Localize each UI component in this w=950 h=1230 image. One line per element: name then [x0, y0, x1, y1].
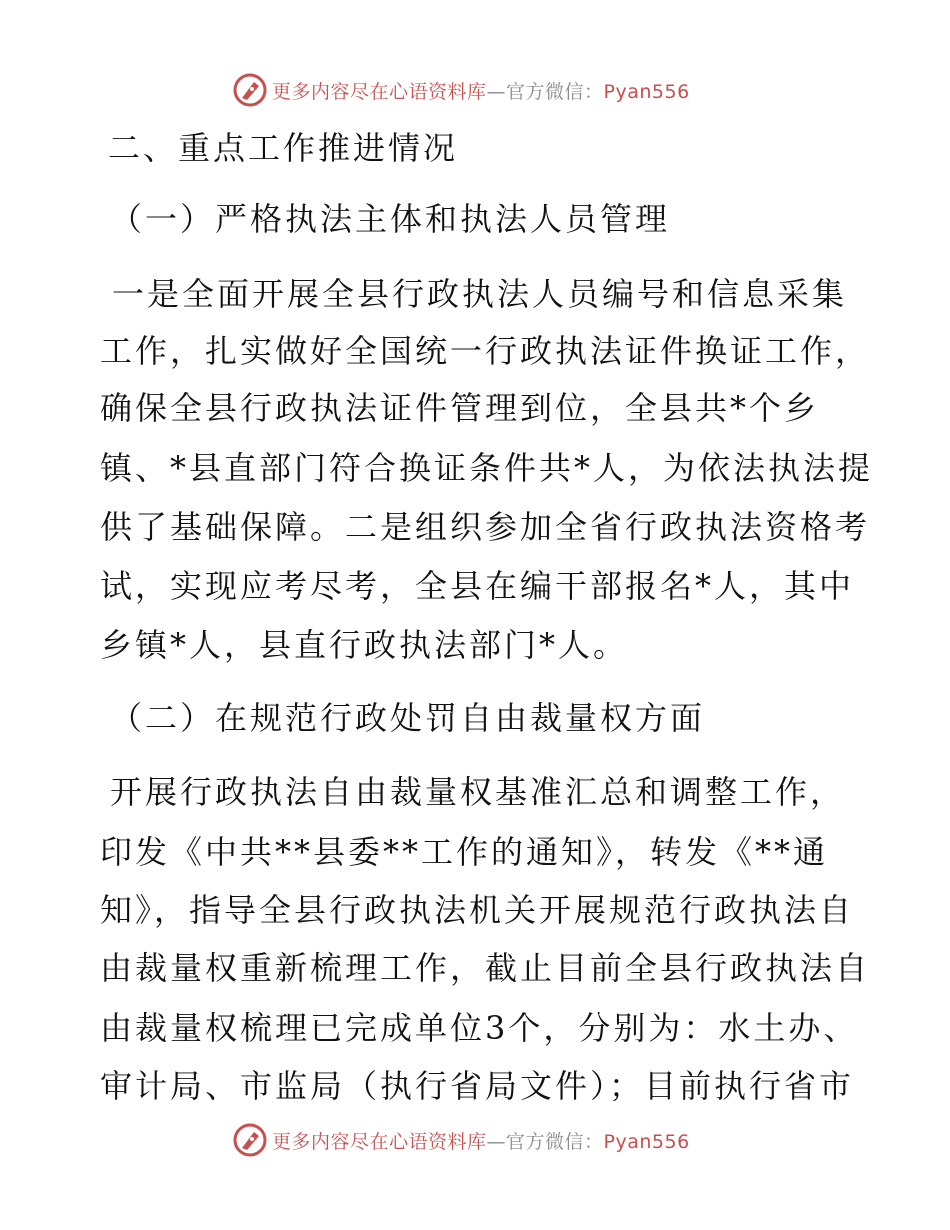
- watermark-text: 更多内容尽在心语资料库: [272, 1130, 487, 1153]
- paragraph-1-line: 供了基础保障。二是组织参加全省行政执法资格考: [100, 508, 871, 546]
- footer-watermark: [232, 1120, 690, 1160]
- watermark-text: 更多内容尽在心语资料库: [272, 80, 487, 103]
- paragraph-2-line: 由裁量权梳理已完成单位3个，分别为：水土办、: [100, 1009, 859, 1047]
- watermark-separator: —官方微信：: [486, 80, 604, 103]
- paragraph-2-line: 知》，指导全县行政执法机关开展规范行政执法自: [100, 891, 855, 929]
- watermark-separator: —官方微信：: [486, 1130, 604, 1153]
- paragraph-1-line: 工作，扎实做好全国统一行政执法证件换证工作，: [100, 332, 871, 370]
- paragraph-2-line: 审计局、市监局（执行省局文件）；目前执行省市: [100, 1067, 855, 1105]
- paragraph-1-line: 乡镇*人，县直行政执法部门*人。: [100, 626, 629, 664]
- pen-nib-seal-icon: [232, 72, 268, 108]
- header-watermark: [232, 70, 690, 110]
- subsection-title-1: （一）严格执法主体和执法人员管理: [110, 200, 671, 238]
- paragraph-1-line: 确保全县行政执法证件管理到位，全县共*个乡: [100, 389, 820, 427]
- paragraph-2-line: 由裁量权重新梳理工作，截止目前全县行政执法自: [100, 949, 871, 987]
- watermark-wechat-id: Pyan556: [603, 1130, 690, 1153]
- paragraph-2-line: 开展行政执法自由裁量权基准汇总和调整工作，: [110, 773, 846, 811]
- pen-nib-seal-icon: [232, 1122, 268, 1158]
- subsection-title-2: （二）在规范行政处罚自由裁量权方面: [110, 699, 706, 737]
- paragraph-1-line: 试，实现应考尽考，全县在编干部报名*人，其中: [100, 567, 855, 605]
- paragraph-1-line: 镇、*县直部门符合换证条件共*人，为依法执法提: [100, 449, 874, 487]
- paragraph-1-line: 一是全面开展全县行政执法人员编号和信息采集: [112, 275, 848, 313]
- watermark-wechat-id: Pyan556: [603, 80, 690, 103]
- section-title: 二、重点工作推进情况: [108, 129, 459, 167]
- paragraph-2-line: 印发《中共**县委**工作的通知》，转发《**通: [100, 833, 829, 871]
